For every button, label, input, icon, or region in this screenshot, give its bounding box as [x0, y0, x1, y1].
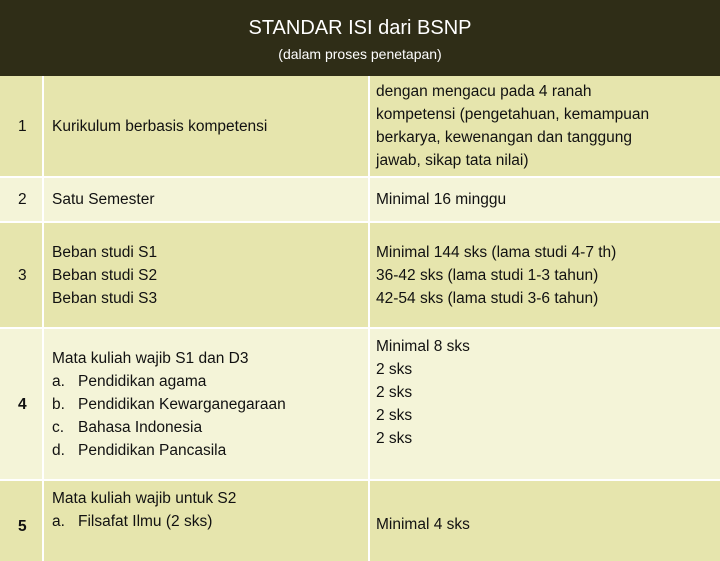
item-cell — [44, 178, 370, 221]
table-row — [0, 223, 720, 329]
row-number: 5 — [0, 481, 44, 561]
list-item — [52, 416, 368, 439]
list-text: Pendidikan Pancasila — [78, 441, 227, 459]
requirement-cell — [370, 223, 720, 327]
table-row — [0, 178, 720, 223]
requirement-cell — [370, 76, 720, 176]
slide-header — [0, 0, 720, 76]
list-marker: a. — [52, 513, 65, 530]
list-text: Pendidikan agama — [78, 372, 207, 390]
table-row — [0, 329, 720, 481]
item-line: Kurikulum berbasis kompetensi — [52, 117, 268, 135]
requirement-line: Minimal 144 sks (lama studi 4-7 th) — [376, 243, 617, 261]
item-line: Beban studi S3 — [52, 289, 158, 307]
item-cell — [44, 76, 370, 176]
list-marker: b. — [52, 395, 65, 413]
requirement-line: jawab, sikap tata nilai) — [376, 152, 529, 169]
requirement-line: 42-54 sks (lama studi 3-6 tahun) — [376, 289, 599, 307]
item-line: Beban studi S2 — [52, 266, 158, 284]
requirement-line: 2 sks — [376, 384, 413, 401]
row-number: 2 — [0, 178, 44, 221]
requirement-line: Minimal 16 minggu — [376, 191, 507, 208]
list-marker: a. — [52, 372, 65, 390]
list-item — [52, 510, 368, 533]
requirement-line: berkarya, kewenangan dan tanggung — [376, 129, 632, 146]
list-text: Bahasa Indonesia — [78, 418, 203, 436]
list-item — [52, 393, 368, 416]
requirement-line: 2 sks — [376, 407, 413, 424]
item-title: Mata kuliah wajib S1 dan D3 — [52, 349, 249, 367]
requirement-line: Minimal 4 sks — [376, 516, 470, 533]
requirement-cell — [370, 481, 720, 561]
item-cell — [44, 481, 370, 561]
requirement-line: 2 sks — [376, 430, 413, 447]
requirement-cell — [370, 178, 720, 221]
list-text: Filsafat Ilmu (2 sks) — [78, 513, 213, 530]
row-number: 1 — [0, 76, 44, 176]
slide-title: STANDAR ISI dari BSNP — [248, 17, 472, 39]
list-item — [52, 370, 368, 393]
item-line: Satu Semester — [52, 191, 155, 208]
requirement-line: dengan mengacu pada 4 ranah — [376, 83, 592, 100]
list-marker: d. — [52, 441, 65, 459]
requirement-line: Minimal 8 sks — [376, 338, 470, 355]
row-number: 4 — [0, 329, 44, 479]
list-marker: c. — [52, 418, 65, 436]
list-item — [52, 439, 368, 462]
slide-subtitle: (dalam proses penetapan) — [278, 46, 442, 62]
item-line: Beban studi S1 — [52, 243, 158, 261]
row-number: 3 — [0, 223, 44, 327]
item-cell — [44, 329, 370, 479]
requirement-line: 2 sks — [376, 361, 413, 378]
item-title: Mata kuliah wajib untuk S2 — [52, 490, 237, 507]
requirement-line: kompetensi (pengetahuan, kemampuan — [376, 106, 650, 123]
table-row — [0, 76, 720, 178]
requirement-line: 36-42 sks (lama studi 1-3 tahun) — [376, 266, 599, 284]
table-row — [0, 481, 720, 561]
requirement-cell — [370, 329, 720, 479]
item-cell — [44, 223, 370, 327]
list-text: Pendidikan Kewarganegaraan — [78, 395, 286, 413]
